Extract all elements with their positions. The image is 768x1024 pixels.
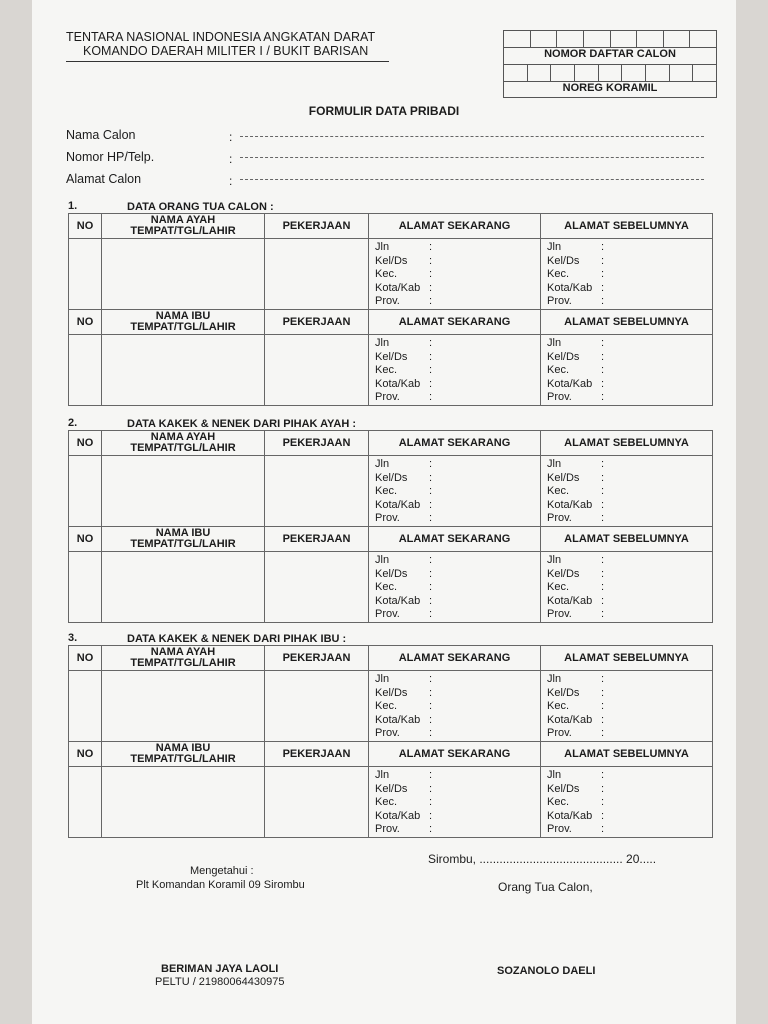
address-label: Kel/Ds bbox=[547, 782, 580, 795]
address-label: Prov. bbox=[375, 727, 400, 740]
address-label: Kota/Kab bbox=[375, 713, 421, 726]
address-line[interactable]: Kec. : bbox=[375, 268, 433, 281]
address-label: Prov. bbox=[547, 512, 572, 525]
col-no: NO bbox=[69, 310, 102, 335]
address-label: Prov. bbox=[375, 823, 400, 836]
col-ttl: TEMPAT/TGL/LAHIR bbox=[130, 225, 236, 237]
address-label: Kec. bbox=[547, 268, 570, 281]
address-line[interactable]: Kel/Ds : bbox=[375, 471, 433, 484]
col-nama-ttl bbox=[102, 527, 265, 552]
address-label: Kec. bbox=[375, 268, 398, 281]
col-no: NO bbox=[69, 431, 102, 456]
col-no: NO bbox=[69, 646, 102, 671]
col-ttl: TEMPAT/TGL/LAHIR bbox=[130, 538, 236, 550]
cell-no[interactable] bbox=[69, 767, 102, 838]
sekarang-address-block bbox=[369, 239, 540, 309]
address-line[interactable]: Jln : bbox=[547, 673, 605, 685]
cell-nama-ttl[interactable] bbox=[102, 335, 265, 406]
sebelumnya-address-block bbox=[541, 335, 712, 405]
table-header-row bbox=[69, 214, 713, 239]
address-line[interactable]: Prov. : bbox=[547, 512, 605, 525]
col-nama-ttl bbox=[102, 214, 265, 239]
address-line[interactable]: Kec. : bbox=[375, 700, 433, 713]
col-nama: NAMA IBU bbox=[155, 527, 211, 539]
address-line[interactable]: Prov. : bbox=[375, 608, 433, 621]
address-line[interactable]: Kota/Kab : bbox=[375, 594, 433, 607]
cell-pekerjaan[interactable] bbox=[265, 456, 369, 527]
table-row bbox=[69, 456, 713, 527]
table-row bbox=[69, 552, 713, 623]
header-line-1: TENTARA NASIONAL INDONESIA ANGKATAN DARAT bbox=[66, 30, 376, 44]
address-line[interactable]: Prov. : bbox=[547, 295, 605, 308]
address-line[interactable]: Kel/Ds : bbox=[375, 567, 433, 580]
address-label: Kota/Kab bbox=[375, 594, 421, 607]
alamat-calon-line[interactable] bbox=[240, 179, 704, 180]
col-no: NO bbox=[69, 742, 102, 767]
col-alamat-sebelumnya: ALAMAT SEBELUMNYA bbox=[541, 742, 713, 767]
cell-nama-ttl[interactable] bbox=[102, 456, 265, 527]
address-label: Kota/Kab bbox=[375, 377, 421, 390]
address-label: Kec. bbox=[375, 485, 398, 498]
address-label: Kec. bbox=[375, 796, 398, 809]
reg-cells-top bbox=[504, 31, 716, 48]
address-label: Kel/Ds bbox=[547, 350, 580, 363]
address-line[interactable]: Jln : bbox=[375, 554, 433, 566]
cell-nama-ttl[interactable] bbox=[102, 239, 265, 310]
address-line[interactable]: Jln : bbox=[547, 241, 605, 253]
address-line[interactable]: Kota/Kab : bbox=[375, 377, 433, 390]
cell-no[interactable] bbox=[69, 456, 102, 527]
address-label: Prov. bbox=[547, 727, 572, 740]
address-label: Kec. bbox=[547, 485, 570, 498]
col-alamat-sebelumnya: ALAMAT SEBELUMNYA bbox=[541, 310, 713, 335]
address-label: Kota/Kab bbox=[375, 281, 421, 294]
sekarang-address-block bbox=[369, 335, 540, 405]
address-label: Kota/Kab bbox=[547, 498, 593, 511]
table-row bbox=[69, 671, 713, 742]
col-alamat-sebelumnya: ALAMAT SEBELUMNYA bbox=[541, 214, 713, 239]
address-line[interactable]: Kel/Ds : bbox=[547, 686, 605, 699]
address-label: Prov. bbox=[547, 823, 572, 836]
sebelumnya-address-block bbox=[541, 671, 712, 741]
address-label: Prov. bbox=[375, 391, 400, 404]
address-line[interactable]: Prov. : bbox=[375, 295, 433, 308]
form-title: FORMULIR DATA PRIBADI bbox=[308, 104, 460, 118]
address-line[interactable]: Kota/Kab : bbox=[547, 809, 605, 822]
section-number: 1. bbox=[68, 200, 78, 212]
nomor-hp-line[interactable] bbox=[240, 157, 704, 158]
address-line[interactable]: Jln : bbox=[547, 554, 605, 566]
address-label: Jln bbox=[547, 769, 562, 781]
address-line[interactable]: Kel/Ds : bbox=[547, 254, 605, 267]
address-label: Kota/Kab bbox=[375, 498, 421, 511]
address-line[interactable]: Kota/Kab : bbox=[547, 498, 605, 511]
address-line[interactable]: Kota/Kab : bbox=[375, 713, 433, 726]
col-nama-ttl bbox=[102, 742, 265, 767]
cell-nama-ttl[interactable] bbox=[102, 552, 265, 623]
col-nama: NAMA IBU bbox=[155, 742, 211, 754]
col-alamat-sekarang: ALAMAT SEKARANG bbox=[369, 431, 541, 456]
left-signatory-rank: PELTU / 21980064430975 bbox=[155, 976, 285, 988]
address-label: Kota/Kab bbox=[547, 594, 593, 607]
address-label: Prov. bbox=[547, 295, 572, 308]
address-line[interactable]: Prov. : bbox=[547, 608, 605, 621]
sebelumnya-address-block bbox=[541, 767, 712, 837]
address-line[interactable]: Prov. : bbox=[375, 391, 433, 404]
cell-no[interactable] bbox=[69, 239, 102, 310]
cell-pekerjaan[interactable] bbox=[265, 239, 369, 310]
address-label: Jln bbox=[547, 554, 562, 566]
address-line[interactable]: Prov. : bbox=[547, 823, 605, 836]
address-label: Kec. bbox=[547, 700, 570, 713]
cell-nama-ttl[interactable] bbox=[102, 671, 265, 742]
header-underline bbox=[66, 61, 389, 62]
sekarang-address-block bbox=[369, 456, 540, 526]
address-label: Kel/Ds bbox=[547, 471, 580, 484]
col-alamat-sekarang: ALAMAT SEKARANG bbox=[369, 527, 541, 552]
table-row bbox=[69, 767, 713, 838]
section-title: DATA ORANG TUA CALON : bbox=[127, 201, 274, 213]
address-label: Kec. bbox=[375, 700, 398, 713]
sebelumnya-address-block bbox=[541, 239, 712, 309]
address-line[interactable]: Kel/Ds : bbox=[547, 471, 605, 484]
address-line[interactable]: Kel/Ds : bbox=[375, 782, 433, 795]
address-line[interactable]: Jln : bbox=[547, 337, 605, 349]
address-label: Kec. bbox=[375, 581, 398, 594]
address-label: Kel/Ds bbox=[375, 782, 408, 795]
address-label: Prov. bbox=[547, 391, 572, 404]
address-line[interactable]: Kel/Ds : bbox=[375, 254, 433, 267]
address-label: Jln bbox=[547, 458, 562, 470]
institution-header bbox=[66, 30, 375, 58]
col-alamat-sekarang: ALAMAT SEKARANG bbox=[369, 742, 541, 767]
field-colon: : bbox=[229, 130, 233, 144]
sebelumnya-address-block bbox=[541, 552, 712, 622]
col-alamat-sekarang: ALAMAT SEKARANG bbox=[369, 214, 541, 239]
address-line[interactable]: Kel/Ds : bbox=[375, 686, 433, 699]
field-label-hp: Nomor HP/Telp. bbox=[66, 150, 155, 164]
address-label: Kec. bbox=[547, 364, 570, 377]
cell-no[interactable] bbox=[69, 671, 102, 742]
table-header-row bbox=[69, 431, 713, 456]
address-line[interactable]: Prov. : bbox=[375, 512, 433, 525]
col-alamat-sekarang: ALAMAT SEKARANG bbox=[369, 310, 541, 335]
address-line[interactable]: Jln : bbox=[375, 337, 433, 349]
address-line[interactable]: Kec. : bbox=[547, 268, 605, 281]
table-header-row bbox=[69, 742, 713, 767]
address-label: Kel/Ds bbox=[375, 350, 408, 363]
address-line[interactable]: Kel/Ds : bbox=[547, 350, 605, 363]
table-row bbox=[69, 239, 713, 310]
place-date: Sirombu, ........................................... 20..... bbox=[428, 852, 657, 866]
address-label: Kel/Ds bbox=[547, 254, 580, 267]
col-ttl: TEMPAT/TGL/LAHIR bbox=[130, 753, 236, 765]
orang-tua-label: Orang Tua Calon, bbox=[498, 880, 593, 894]
address-label: Jln bbox=[375, 673, 390, 685]
section-number: 3. bbox=[68, 632, 78, 644]
address-line[interactable]: Kec. : bbox=[375, 364, 433, 377]
cell-no[interactable] bbox=[69, 552, 102, 623]
cell-pekerjaan[interactable] bbox=[265, 552, 369, 623]
col-no: NO bbox=[69, 527, 102, 552]
table-header-row bbox=[69, 646, 713, 671]
address-label: Kec. bbox=[375, 364, 398, 377]
address-label: Prov. bbox=[375, 295, 400, 308]
address-label: Kel/Ds bbox=[547, 567, 580, 580]
col-alamat-sebelumnya: ALAMAT SEBELUMNYA bbox=[541, 431, 713, 456]
address-line[interactable]: Kec. : bbox=[547, 581, 605, 594]
address-line[interactable]: Kel/Ds : bbox=[375, 350, 433, 363]
cell-alamat-sekarang bbox=[369, 335, 541, 406]
cell-alamat-sebelumnya bbox=[541, 552, 713, 623]
address-label: Jln bbox=[375, 554, 390, 566]
address-line[interactable]: Kota/Kab : bbox=[547, 377, 605, 390]
address-label: Prov. bbox=[375, 512, 400, 525]
address-line[interactable]: Kec. : bbox=[375, 581, 433, 594]
address-label: Jln bbox=[375, 769, 390, 781]
cell-alamat-sekarang bbox=[369, 767, 541, 838]
col-pekerjaan: PEKERJAAN bbox=[265, 431, 369, 456]
col-nama-ttl bbox=[102, 646, 265, 671]
address-line[interactable]: Kota/Kab : bbox=[547, 281, 605, 294]
col-alamat-sekarang: ALAMAT SEKARANG bbox=[369, 646, 541, 671]
address-line[interactable]: Kec. : bbox=[547, 700, 605, 713]
family-table bbox=[68, 430, 713, 623]
address-label: Prov. bbox=[547, 608, 572, 621]
cell-alamat-sebelumnya bbox=[541, 767, 713, 838]
col-nama-ttl bbox=[102, 431, 265, 456]
field-label-nama: Nama Calon bbox=[66, 128, 136, 142]
col-pekerjaan: PEKERJAAN bbox=[265, 214, 369, 239]
address-line[interactable]: Prov. : bbox=[547, 727, 605, 740]
address-line[interactable]: Prov. : bbox=[375, 823, 433, 836]
address-label: Kel/Ds bbox=[375, 686, 408, 699]
address-line[interactable]: Prov. : bbox=[375, 727, 433, 740]
address-label: Kota/Kab bbox=[547, 713, 593, 726]
address-label: Jln bbox=[547, 673, 562, 685]
left-signatory-name: BERIMAN JAYA LAOLI bbox=[161, 963, 279, 975]
sebelumnya-address-block bbox=[541, 456, 712, 526]
col-pekerjaan: PEKERJAAN bbox=[265, 527, 369, 552]
sekarang-address-block bbox=[369, 767, 540, 837]
reg-cells-bottom bbox=[504, 64, 716, 82]
address-label: Kel/Ds bbox=[375, 471, 408, 484]
nama-calon-line[interactable] bbox=[240, 136, 704, 137]
address-line[interactable]: Jln : bbox=[547, 458, 605, 470]
sekarang-address-block bbox=[369, 552, 540, 622]
address-line[interactable]: Kec. : bbox=[375, 485, 433, 498]
cell-pekerjaan[interactable] bbox=[265, 767, 369, 838]
col-nama-ttl bbox=[102, 310, 265, 335]
table-header-row bbox=[69, 527, 713, 552]
col-alamat-sebelumnya: ALAMAT SEBELUMNYA bbox=[541, 646, 713, 671]
address-label: Kota/Kab bbox=[375, 809, 421, 822]
col-ttl: TEMPAT/TGL/LAHIR bbox=[130, 657, 236, 669]
cell-alamat-sebelumnya bbox=[541, 335, 713, 406]
registration-box bbox=[503, 30, 717, 98]
address-line[interactable]: Jln : bbox=[547, 769, 605, 781]
cell-alamat-sekarang bbox=[369, 239, 541, 310]
family-table bbox=[68, 645, 713, 838]
field-colon: : bbox=[229, 174, 233, 188]
col-nama: NAMA AYAH bbox=[150, 646, 216, 658]
address-label: Kel/Ds bbox=[375, 254, 408, 267]
mengetahui-label: Mengetahui : bbox=[190, 865, 254, 877]
field-colon: : bbox=[229, 152, 233, 166]
cell-alamat-sebelumnya bbox=[541, 456, 713, 527]
section-number: 2. bbox=[68, 417, 78, 429]
col-ttl: TEMPAT/TGL/LAHIR bbox=[130, 442, 236, 454]
address-line[interactable]: Kel/Ds : bbox=[547, 782, 605, 795]
address-line[interactable]: Kota/Kab : bbox=[375, 809, 433, 822]
header-line-2: KOMANDO DAERAH MILITER I / BUKIT BARISAN bbox=[83, 44, 369, 58]
address-label: Jln bbox=[375, 241, 390, 253]
address-label: Prov. bbox=[375, 608, 400, 621]
col-alamat-sebelumnya: ALAMAT SEBELUMNYA bbox=[541, 527, 713, 552]
cell-no[interactable] bbox=[69, 335, 102, 406]
section-title: DATA KAKEK & NENEK DARI PIHAK AYAH : bbox=[127, 418, 356, 430]
address-line[interactable]: Kec. : bbox=[375, 796, 433, 809]
address-label: Kota/Kab bbox=[547, 809, 593, 822]
address-line[interactable]: Kota/Kab : bbox=[547, 594, 605, 607]
address-line[interactable]: Kota/Kab : bbox=[375, 498, 433, 511]
col-nama: NAMA IBU bbox=[155, 310, 211, 322]
cell-alamat-sekarang bbox=[369, 552, 541, 623]
address-line[interactable]: Jln : bbox=[375, 673, 433, 685]
address-line[interactable]: Prov. : bbox=[547, 391, 605, 404]
address-line[interactable]: Jln : bbox=[375, 241, 433, 253]
col-nama: NAMA AYAH bbox=[150, 431, 216, 443]
address-line[interactable]: Kec. : bbox=[547, 796, 605, 809]
noreg-koramil-label: NOREG KORAMIL bbox=[562, 82, 658, 94]
col-pekerjaan: PEKERJAAN bbox=[265, 310, 369, 335]
section-title: DATA KAKEK & NENEK DARI PIHAK IBU : bbox=[127, 633, 347, 645]
field-label-alamat: Alamat Calon bbox=[66, 172, 142, 186]
col-pekerjaan: PEKERJAAN bbox=[265, 646, 369, 671]
address-line[interactable]: Jln : bbox=[375, 769, 433, 781]
cell-nama-ttl[interactable] bbox=[102, 767, 265, 838]
address-line[interactable]: Kec. : bbox=[547, 485, 605, 498]
address-line[interactable]: Kota/Kab : bbox=[547, 713, 605, 726]
cell-alamat-sekarang bbox=[369, 671, 541, 742]
nomor-daftar-calon-label: NOMOR DAFTAR CALON bbox=[544, 48, 676, 60]
cell-alamat-sebelumnya bbox=[541, 239, 713, 310]
cell-pekerjaan[interactable] bbox=[265, 335, 369, 406]
col-no: NO bbox=[69, 214, 102, 239]
address-label: Kota/Kab bbox=[547, 281, 593, 294]
family-table bbox=[68, 213, 713, 406]
cell-alamat-sebelumnya bbox=[541, 671, 713, 742]
address-label: Kec. bbox=[547, 581, 570, 594]
table-row bbox=[69, 335, 713, 406]
address-label: Kel/Ds bbox=[375, 567, 408, 580]
address-label: Kel/Ds bbox=[547, 686, 580, 699]
address-label: Kota/Kab bbox=[547, 377, 593, 390]
col-pekerjaan: PEKERJAAN bbox=[265, 742, 369, 767]
col-ttl: TEMPAT/TGL/LAHIR bbox=[130, 321, 236, 333]
right-signatory-name: SOZANOLO DAELI bbox=[497, 965, 596, 977]
address-label: Jln bbox=[375, 337, 390, 349]
address-line[interactable]: Kel/Ds : bbox=[547, 567, 605, 580]
address-label: Jln bbox=[375, 458, 390, 470]
address-line[interactable]: Jln : bbox=[375, 458, 433, 470]
table-header-row bbox=[69, 310, 713, 335]
komandan-title: Plt Komandan Koramil 09 Sirombu bbox=[136, 879, 305, 891]
cell-pekerjaan[interactable] bbox=[265, 671, 369, 742]
address-line[interactable]: Kota/Kab : bbox=[375, 281, 433, 294]
col-nama: NAMA AYAH bbox=[150, 214, 216, 226]
address-label: Jln bbox=[547, 241, 562, 253]
cell-alamat-sekarang bbox=[369, 456, 541, 527]
sekarang-address-block bbox=[369, 671, 540, 741]
address-line[interactable]: Kec. : bbox=[547, 364, 605, 377]
address-label: Kec. bbox=[547, 796, 570, 809]
address-label: Jln bbox=[547, 337, 562, 349]
